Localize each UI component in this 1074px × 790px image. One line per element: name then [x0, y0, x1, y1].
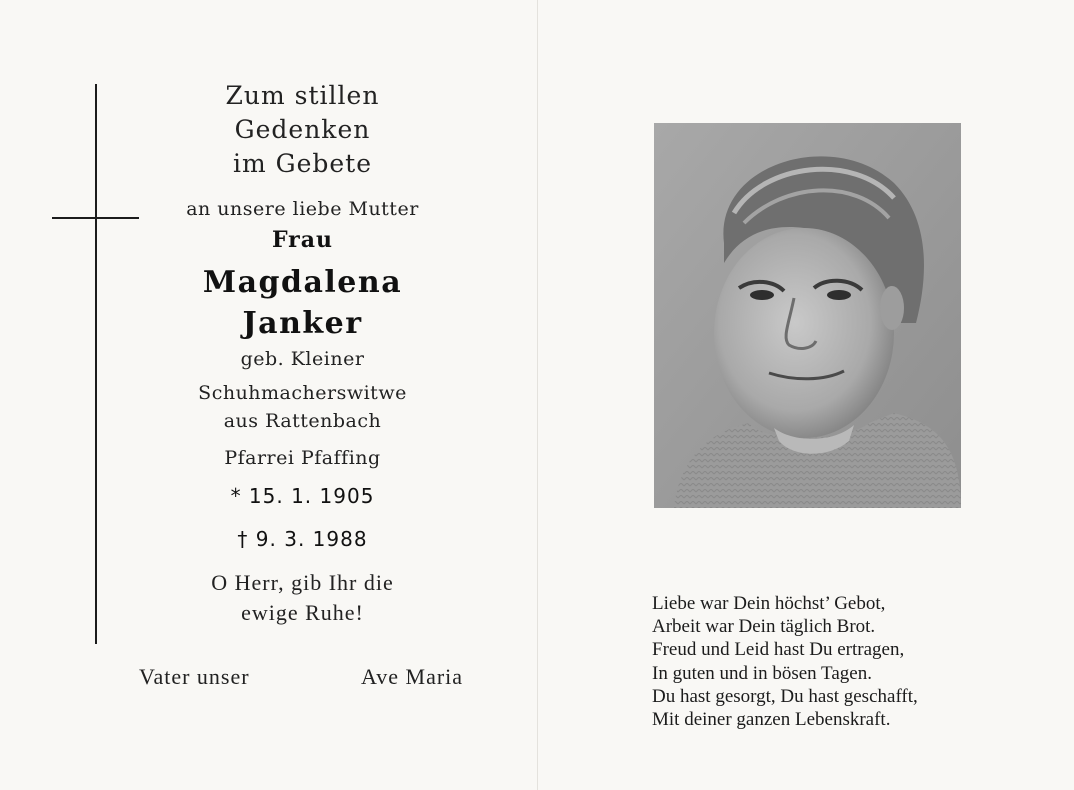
parish: Pfarrei Pfaffing: [224, 447, 381, 469]
prayer-line-1: O Herr, gib Ihr die: [211, 570, 394, 595]
poem-line: Arbeit war Dein täglich Brot.: [652, 616, 876, 638]
poem-line: In guten und in bösen Tagen.: [652, 662, 872, 684]
poem-line: Freud und Leid hast Du ertragen,: [652, 639, 905, 661]
salutation: Frau: [271, 227, 334, 253]
prayer-vater-unser: Vater unser: [139, 664, 250, 689]
cross-icon-horizontal: [52, 217, 139, 219]
heading-line-1: Zum stillen: [225, 81, 380, 110]
poem-line: Liebe war Dein höchst’ Gebot,: [652, 593, 886, 614]
death-date: † 9. 3. 1988: [237, 527, 368, 551]
origin: aus Rattenbach: [223, 410, 382, 432]
portrait-image: [654, 123, 961, 508]
prayer-line-2: ewige Ruhe!: [241, 600, 364, 625]
memorial-poem: [652, 592, 918, 731]
poem-line: Mit deiner ganzen Lebenskraft.: [652, 708, 891, 730]
dedication: an unsere liebe Mutter: [186, 198, 419, 220]
heading-line-3: im Gebete: [232, 149, 373, 178]
occupation: Schuhmacherswitwe: [198, 382, 407, 404]
birth-date: * 15. 1. 1905: [230, 484, 375, 508]
last-name: Janker: [242, 306, 363, 341]
right-page: [538, 0, 1074, 790]
first-name: Magdalena: [202, 265, 403, 300]
poem-line: Du hast gesorgt, Du hast geschafft,: [652, 685, 918, 707]
cross-icon-vertical: [95, 84, 97, 644]
prayer-ave-maria: Ave Maria: [361, 664, 464, 689]
portrait-photo: [654, 123, 961, 508]
maiden-name: geb. Kleiner: [240, 348, 365, 370]
heading-line-2: Gedenken: [234, 115, 371, 144]
